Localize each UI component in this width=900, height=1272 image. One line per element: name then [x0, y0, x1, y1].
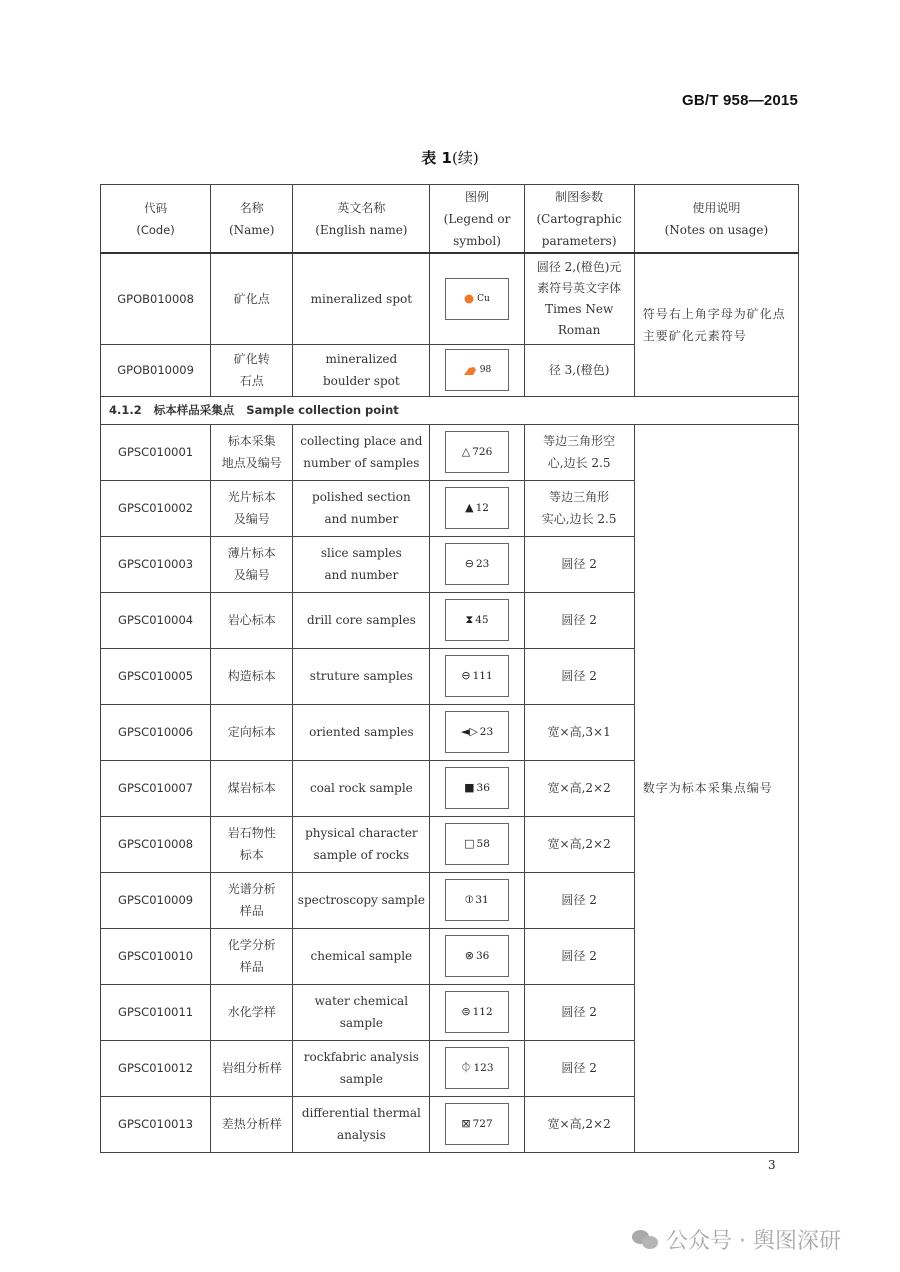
- name-cell: [211, 480, 293, 536]
- element-label: 98: [479, 365, 492, 375]
- sample-number: 36: [475, 950, 490, 962]
- legend-cell: [430, 648, 524, 704]
- english-line: number of samples: [303, 456, 420, 470]
- table-caption: [0, 147, 900, 168]
- col-en: symbol): [453, 233, 501, 248]
- name-line: 标本采集: [227, 434, 276, 448]
- col-zh: 代码: [144, 200, 168, 215]
- code-cell: GPSC010002: [101, 480, 211, 536]
- code-cell: GPSC010001: [101, 424, 211, 480]
- name-cell: [211, 704, 293, 760]
- col-header-notes: [634, 185, 798, 254]
- name-line: 化学分析: [227, 938, 276, 952]
- params-cell: [524, 704, 634, 760]
- name-cell: [211, 928, 293, 984]
- legend-cell: [430, 1096, 524, 1152]
- params-line: 实心,边长 2.5: [541, 512, 617, 526]
- english-cell: [293, 704, 430, 760]
- notes-cell: 数字为标本采集点编号: [634, 424, 798, 1152]
- orange-circle-icon: [464, 294, 474, 304]
- params-line: 圆径 2: [561, 1005, 597, 1019]
- legend-cell: [430, 872, 524, 928]
- params-cell: [524, 536, 634, 592]
- name-cell: [211, 872, 293, 928]
- name-line: 地点及编号: [221, 456, 282, 470]
- legend-symbol: [445, 935, 509, 977]
- name-line: 及编号: [233, 568, 270, 582]
- name-line: 煤岩标本: [227, 781, 276, 795]
- wechat-icon: [632, 1229, 660, 1251]
- sample-number: 45: [475, 614, 489, 626]
- col-en: (Cartographic: [536, 211, 622, 226]
- params-line: 圆径 2: [561, 613, 597, 627]
- table-header-row: [101, 185, 799, 254]
- params-line: 宽×高,3×1: [547, 725, 611, 739]
- page-number: 3: [768, 1158, 776, 1172]
- legend-cell: [430, 816, 524, 872]
- english-cell: [293, 760, 430, 816]
- sample-symbol-icon: △: [461, 445, 471, 458]
- english-line: spectroscopy sample: [297, 893, 425, 907]
- params-line: 心,边长 2.5: [547, 456, 611, 470]
- name-line: 岩组分析样: [221, 1061, 282, 1075]
- name-cell: [211, 536, 293, 592]
- legend-symbol: [445, 767, 509, 809]
- legend-cell: [430, 592, 524, 648]
- english-line: chemical sample: [310, 949, 413, 963]
- params-line: 宽×高,2×2: [547, 837, 611, 851]
- legend-cell: [430, 536, 524, 592]
- english-cell: [293, 480, 430, 536]
- code-cell: GPSC010010: [101, 928, 211, 984]
- params-cell: [524, 872, 634, 928]
- sample-symbol-icon: ■: [464, 781, 475, 794]
- section-row: [101, 396, 799, 424]
- params-cell: [524, 1040, 634, 1096]
- params-line: 宽×高,2×2: [547, 1117, 611, 1131]
- code-cell: GPSC010012: [101, 1040, 211, 1096]
- sample-symbol-icon: ⦶: [465, 893, 474, 906]
- legend-symbol: [445, 991, 509, 1033]
- sample-symbol-icon: ▲: [465, 501, 474, 514]
- params-cell: [524, 760, 634, 816]
- code-cell: GPSC010011: [101, 984, 211, 1040]
- name-cell: [211, 424, 293, 480]
- english-line: sample of rocks: [313, 848, 410, 862]
- sample-symbol-icon: ⊜: [461, 1005, 471, 1018]
- legend-symbol: [445, 487, 509, 529]
- english-line: drill core samples: [306, 613, 416, 627]
- col-header-code: [101, 185, 211, 254]
- name-line: 标本: [239, 848, 264, 862]
- sample-symbol-icon: ⊗: [464, 949, 474, 962]
- name-line: 样品: [239, 904, 264, 918]
- watermark-text: 公众号 · 舆图深研: [666, 1229, 841, 1254]
- section-number: 4.1.2: [109, 403, 142, 417]
- english-cell: [293, 1096, 430, 1152]
- params-line: 圆径 2: [561, 893, 597, 907]
- params-cell: 径 3,(橙色): [524, 344, 634, 396]
- english-line: struture samples: [309, 669, 413, 683]
- sample-symbol-icon: ⊠: [461, 1117, 471, 1130]
- legend-cell: [430, 424, 524, 480]
- params-line: 圆径 2: [561, 669, 597, 683]
- name-cell: [211, 760, 293, 816]
- code-cell: GPSC010005: [101, 648, 211, 704]
- params-cell: [524, 648, 634, 704]
- section-title-en: Sample collection point: [246, 403, 399, 417]
- english-cell: [293, 1040, 430, 1096]
- name-line: 光谱分析: [227, 882, 276, 896]
- code-cell: GPOB010009: [101, 344, 211, 396]
- sample-number: 31: [475, 894, 489, 906]
- code-cell: GPOB010008: [101, 253, 211, 344]
- params-line: 圆径 2: [561, 557, 597, 571]
- col-en: (English name): [315, 222, 408, 237]
- col-header-name: [211, 185, 293, 254]
- english-line: boulder spot: [323, 374, 400, 388]
- english-cell: mineralized spot: [293, 253, 430, 344]
- english-line: physical character: [305, 826, 418, 840]
- name-cell: [211, 1096, 293, 1152]
- sample-number: 36: [476, 782, 490, 794]
- code-cell: GPSC010008: [101, 816, 211, 872]
- english-line: slice samples: [320, 546, 402, 560]
- name-cell: [211, 984, 293, 1040]
- params-cell: [524, 816, 634, 872]
- english-cell: [293, 928, 430, 984]
- sample-number: 111: [472, 670, 493, 682]
- sample-number: 112: [472, 1006, 493, 1018]
- english-cell: [293, 592, 430, 648]
- params-cell: [524, 424, 634, 480]
- name-cell: [211, 816, 293, 872]
- legend-cell: [430, 480, 524, 536]
- sample-symbol-icon: ⧗: [465, 613, 474, 626]
- code-cell: GPSC010009: [101, 872, 211, 928]
- col-en: (Notes on usage): [664, 222, 769, 237]
- name-line: 薄片标本: [227, 546, 276, 560]
- english-line: and number: [324, 568, 399, 582]
- col-en: parameters): [541, 233, 617, 248]
- english-cell: [293, 536, 430, 592]
- col-en: (Name): [228, 222, 275, 237]
- col-header-params: [524, 185, 634, 254]
- english-line: mineralized: [325, 352, 398, 366]
- name-line: 构造标本: [227, 669, 276, 683]
- element-label: Cu: [477, 293, 490, 304]
- watermark: [632, 1224, 841, 1255]
- english-line: water chemical sample: [314, 994, 409, 1030]
- params-line: 等边三角形: [549, 490, 610, 504]
- legend-cell: [430, 928, 524, 984]
- legend-cell: [430, 704, 524, 760]
- name-cell: [211, 648, 293, 704]
- name-line: 石点: [239, 374, 264, 388]
- sample-rows: [101, 424, 799, 1152]
- col-header-english: [293, 185, 430, 254]
- code-cell: GPSC010006: [101, 704, 211, 760]
- legend-symbol: [445, 278, 509, 320]
- name-line: 水化学样: [227, 1005, 276, 1019]
- sample-number: 123: [473, 1062, 494, 1074]
- english-cell: [293, 648, 430, 704]
- sample-symbol-icon: □: [464, 837, 475, 850]
- sample-symbol-icon: ⊖: [464, 557, 474, 570]
- name-line: 及编号: [233, 512, 270, 526]
- legend-symbol: [445, 1103, 509, 1145]
- legend-symbol: [445, 1047, 509, 1089]
- english-cell: [293, 872, 430, 928]
- english-line: collecting place and: [300, 434, 423, 448]
- standard-code: GB/T 958—2015: [682, 92, 798, 109]
- english-cell: [293, 344, 430, 396]
- col-zh: 英文名称: [337, 200, 386, 215]
- col-zh: 名称: [239, 200, 264, 215]
- legend-cell: [430, 984, 524, 1040]
- name-line: 岩石物性: [227, 826, 276, 840]
- english-line: coal rock sample: [309, 781, 413, 795]
- english-cell: [293, 984, 430, 1040]
- params-cell: [524, 984, 634, 1040]
- name-cell: [211, 592, 293, 648]
- sample-number: 12: [475, 502, 489, 514]
- sample-number: 726: [472, 446, 493, 458]
- legend-cell: [430, 1040, 524, 1096]
- legend-cell: [430, 253, 524, 344]
- params-line: 等边三角形空: [543, 434, 616, 448]
- params-cell: [524, 592, 634, 648]
- param-line: 素符号英文字体: [537, 280, 622, 295]
- params-cell: [524, 253, 634, 344]
- sample-symbol-icon: ⊖: [461, 669, 471, 682]
- english-line: analysis: [336, 1128, 386, 1142]
- sample-number: 23: [475, 558, 490, 570]
- name-line: 岩心标本: [227, 613, 276, 627]
- english-line: rockfabric analysis: [303, 1050, 419, 1064]
- name-line: 矿化转: [233, 352, 270, 366]
- legend-symbol: [445, 599, 509, 641]
- caption-prefix: 表 1: [421, 149, 452, 167]
- notes-cell: 符号右上角字母为矿化点主要矿化元素符号: [634, 253, 798, 396]
- table-row: [101, 424, 799, 480]
- english-line: polished section: [312, 490, 411, 504]
- name-cell: [211, 344, 293, 396]
- col-en: (Code): [136, 222, 175, 237]
- legend-symbol: [445, 879, 509, 921]
- english-line: oriented samples: [309, 725, 414, 739]
- section-title: [101, 396, 799, 424]
- name-line: 差热分析样: [221, 1117, 282, 1131]
- legend-cell: [430, 344, 524, 396]
- english-cell: [293, 816, 430, 872]
- legend-symbol: [445, 823, 509, 865]
- legend-cell: [430, 760, 524, 816]
- legend-symbol: [445, 711, 509, 753]
- table-row: [101, 253, 799, 344]
- legend-symbol: [445, 655, 509, 697]
- params-cell: [524, 928, 634, 984]
- english-line: and number: [324, 512, 399, 526]
- col-zh: 图例: [465, 189, 490, 204]
- params-line: 圆径 2: [561, 1061, 597, 1075]
- orange-boulder-icon: [463, 364, 477, 376]
- param-line: Roman: [557, 322, 601, 337]
- name-line: 光片标本: [227, 490, 276, 504]
- sample-symbol-icon: ⏀: [460, 1061, 472, 1074]
- name-line: 样品: [239, 960, 264, 974]
- sample-number: 58: [476, 838, 490, 850]
- caption-suffix: (续): [451, 149, 479, 167]
- legend-symbol: [445, 349, 509, 391]
- param-line: Times New: [545, 301, 614, 316]
- params-line: 宽×高,2×2: [547, 781, 611, 795]
- col-zh: 使用说明: [692, 200, 741, 215]
- code-cell: GPSC010003: [101, 536, 211, 592]
- code-cell: GPSC010013: [101, 1096, 211, 1152]
- legend-symbol: [445, 543, 509, 585]
- params-cell: [524, 1096, 634, 1152]
- sample-symbol-icon: ◄▷: [460, 725, 478, 738]
- param-line: 圆径 2,(橙色)元: [536, 259, 622, 274]
- code-cell: GPSC010004: [101, 592, 211, 648]
- name-cell: 矿化点: [211, 253, 293, 344]
- code-cell: GPSC010007: [101, 760, 211, 816]
- col-zh: 制图参数: [555, 189, 604, 204]
- sample-number: 727: [472, 1118, 493, 1130]
- sample-number: 23: [479, 726, 494, 738]
- english-line: differential thermal: [301, 1106, 421, 1120]
- legend-symbol: [445, 431, 509, 473]
- params-line: 圆径 2: [561, 949, 597, 963]
- name-cell: [211, 1040, 293, 1096]
- params-cell: [524, 480, 634, 536]
- col-en: (Legend or: [443, 211, 511, 226]
- english-line: sample: [339, 1072, 384, 1086]
- section-title-zh: 标本样品采集点: [153, 403, 235, 417]
- symbol-table: [100, 184, 799, 1153]
- english-cell: [293, 424, 430, 480]
- name-line: 定向标本: [227, 725, 276, 739]
- col-header-legend: [430, 185, 524, 254]
